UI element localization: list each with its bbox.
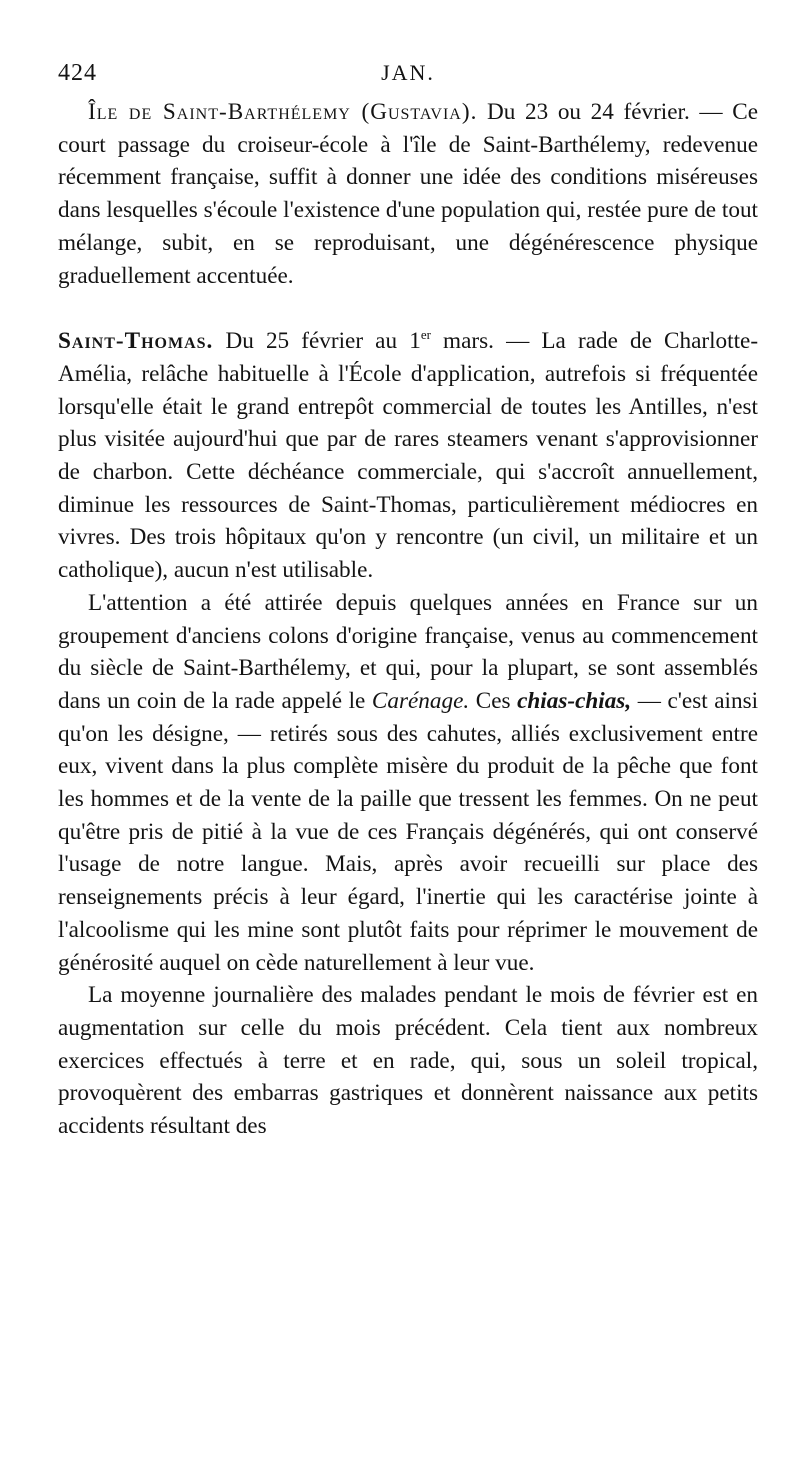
section-saint-barthelemy bbox=[58, 96, 758, 292]
italic-term-chias-chias: chias-chias, bbox=[517, 687, 632, 714]
paragraph-text: L'attention a été attirée depuis quelques années en France sur un groupement d'anciens colons d'origine française, venus au commencement du siècle de Saint-Barthélemy, et qui, pour la plupart, se sont assemblés dans un coin de la rade appelé le bbox=[58, 589, 758, 714]
section-date: Du 23 ou 24 février. bbox=[487, 99, 690, 125]
body-text bbox=[58, 96, 758, 1143]
italic-term-carenage: Carénage. bbox=[371, 687, 470, 714]
section-date-superscript: er bbox=[420, 327, 431, 343]
page-number: 424 bbox=[58, 60, 97, 86]
section-text: — La rade de Charlotte-Amélia, relâche habituelle à l'École d'application, autrefois si fréquentée lorsqu'elle était le grand entrepôt commercial de toutes les Antilles, n'est plus visitée aujourd'hui que par de rares steamers venant s'approvisionner de charbon. Cette déchéance commerciale, qui s'accroît annuellement, diminue les ressources de Saint-Thomas, particulièrement médiocres en vivres. Des trois hôpitaux qu'on y rencontre (un civil, un militaire et un catholique), aucun n'est utilisable. bbox=[58, 328, 759, 584]
running-head bbox=[58, 60, 758, 96]
section-saint-thomas bbox=[58, 325, 758, 587]
section-date-start: Du 25 février au 1 bbox=[225, 328, 421, 355]
section-heading: Île de Saint-Barthélemy (Gustavia). bbox=[88, 99, 478, 125]
section-date-end: mars. bbox=[430, 328, 494, 355]
section-text: — Ce court passage du croiseur-école à l'île de Saint-Barthélemy, redevenue récemment française, suffit à donner une idée des conditions miséreuses dans lesquelles s'écoule l'existence d'une population qui, restée pure de tout mélange, subit, en se reproduisant, une dégénérescence physique graduellement accentuée. bbox=[58, 99, 759, 289]
paragraph-attention bbox=[58, 587, 758, 979]
document-page bbox=[58, 60, 758, 1143]
paragraph-text: Ces bbox=[475, 687, 511, 714]
running-title: JAN. bbox=[381, 60, 435, 85]
section-date bbox=[225, 328, 493, 354]
section-gap bbox=[58, 292, 758, 325]
paragraph-moyenne: La moyenne journalière des malades pendant le mois de février est en augmentation sur celle du mois précédent. Cela tient aux nombreux exercices effectués à terre et en rade, qui, sous un soleil tropical, provoquèrent des embarras gastriques et donnèrent naissance aux petits accidents résultant des bbox=[58, 982, 758, 1140]
section-heading: Saint-Thomas. bbox=[58, 328, 214, 355]
paragraph-text: — c'est ainsi qu'on les désigne, — retirés sous des cahutes, alliés exclusivement entre eux, vivent dans la plus complète misère du produit de la pêche que font les hommes et de la vente de la paille que tressent les femmes. On ne peut qu'être pris de pitié à la vue de ces Français dégénérés, qui ont conservé l'usage de notre langue. Mais, après avoir recueilli sur place des renseignements précis à leur égard, l'inertie qui les caractérise jointe à l'alcoolisme qui les mine sont plutôt faits pour réprimer le mouvement de générosité auquel on cède naturellement à leur vue. bbox=[58, 687, 759, 976]
